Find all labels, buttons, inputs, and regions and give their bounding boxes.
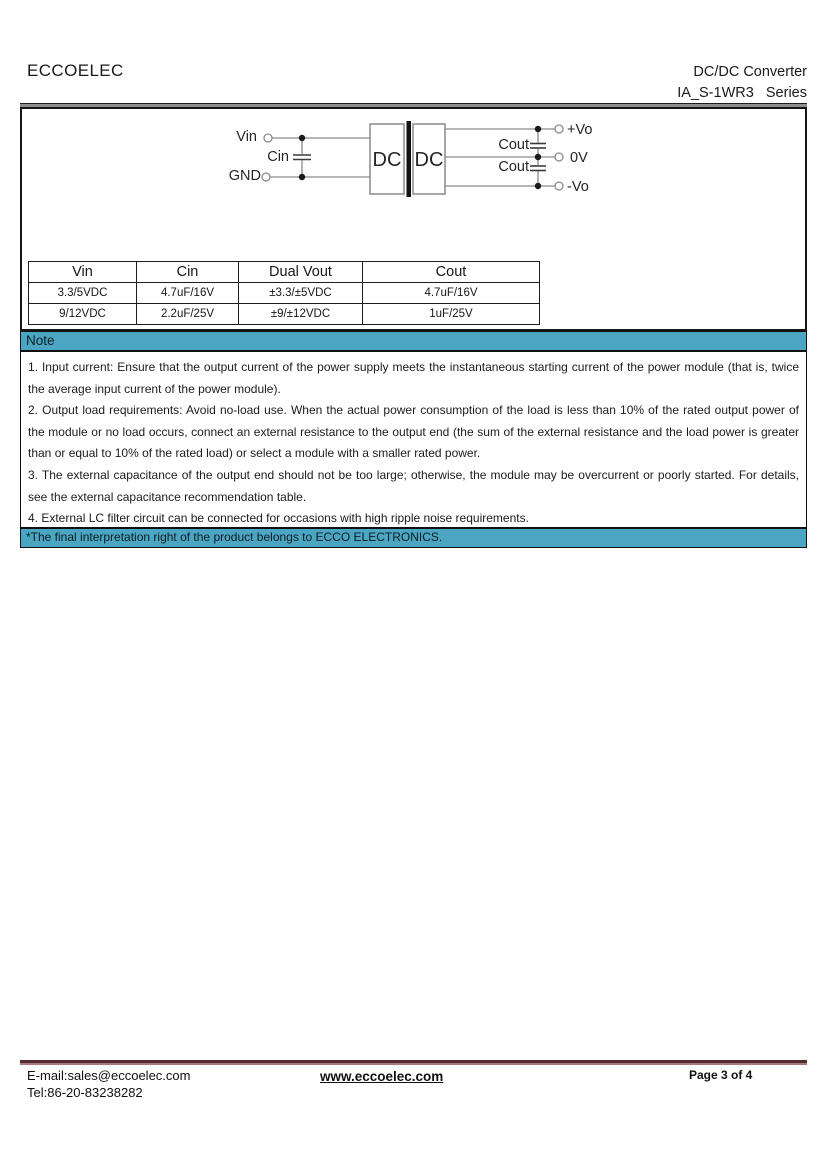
series-title: IA_S-1WR3 Series bbox=[677, 85, 807, 101]
cell-cout-2: 1uF/25V bbox=[363, 304, 540, 325]
gnd-label: GND bbox=[228, 168, 261, 184]
application-circuit-diagram bbox=[20, 108, 807, 220]
column-header-cout: Cout bbox=[363, 262, 540, 283]
table-row bbox=[29, 304, 540, 325]
vo-negative-terminal bbox=[555, 182, 563, 190]
footer-page-number: Page 3 of 4 bbox=[689, 1068, 753, 1082]
cin-label: Cin bbox=[267, 149, 289, 165]
disclaimer-bar: *The final interpretation right of the product belongs to ECCO ELECTRONICS. bbox=[20, 528, 807, 548]
dc-secondary-label: DC bbox=[414, 149, 444, 171]
note-item-3: 3. The external capacitance of the output end should not be too large; otherwise, the module may be overcurrent or poorly started. For details, see the external capacitance recommendation table. bbox=[28, 467, 799, 504]
table-row bbox=[29, 283, 540, 304]
note-item-1: 1. Input current: Ensure that the output current of the power supply meets the instantaneous starting current of the power module (that is, twice the average input current of the power module). bbox=[28, 360, 799, 396]
cell-cin-1: 4.7uF/16V bbox=[137, 283, 239, 304]
vin-label: Vin bbox=[236, 129, 257, 145]
footer-telephone: Tel:86-20-83238282 bbox=[27, 1085, 143, 1100]
cell-vin-1: 3.3/5VDC bbox=[29, 283, 137, 304]
gnd-terminal bbox=[262, 173, 270, 181]
cell-dual-vout-2: ±9/±12VDC bbox=[239, 304, 363, 325]
cell-vin-2: 9/12VDC bbox=[29, 304, 137, 325]
cell-cout-1: 4.7uF/16V bbox=[363, 283, 540, 304]
dc-primary-label: DC bbox=[372, 149, 402, 171]
footer-email: E-mail:sales@eccoelec.com bbox=[27, 1068, 191, 1083]
note-body bbox=[20, 351, 807, 528]
cin-capacitor-symbol bbox=[293, 155, 311, 160]
zero-volt-terminal bbox=[555, 153, 563, 161]
vo-positive-label: +Vo bbox=[567, 122, 593, 138]
vo-negative-label: -Vo bbox=[567, 179, 589, 195]
note-item-2: 2. Output load requirements: Avoid no-load use. When the actual power consumption of the load is less than 10% of the rated output power of the module or no load occurs, connect an external resistance to the output end (the sum of the external resistance and the load power is greater than or equal to 10% of the rated load) or select a module with a smaller rated power. bbox=[28, 403, 799, 461]
cell-dual-vout-1: ±3.3/±5VDC bbox=[239, 283, 363, 304]
cell-cin-2: 2.2uF/25V bbox=[137, 304, 239, 325]
vin-terminal bbox=[264, 134, 272, 142]
note-section-header: Note bbox=[20, 331, 807, 351]
column-header-dual-vout: Dual Vout bbox=[239, 262, 363, 283]
column-header-vin: Vin bbox=[29, 262, 137, 283]
capacitor-table bbox=[28, 261, 540, 325]
vo-positive-terminal bbox=[555, 125, 563, 133]
column-header-cin: Cin bbox=[137, 262, 239, 283]
company-logo: ECCOELEC bbox=[27, 61, 124, 80]
cout-top-label: Cout bbox=[498, 137, 529, 153]
note-item-4: 4. External LC filter circuit can be connected for occasions with high ripple noise requirements. bbox=[28, 511, 529, 526]
footer-divider-light bbox=[20, 1063, 807, 1065]
zero-volt-label: 0V bbox=[570, 150, 588, 166]
cout-bottom-capacitor-symbol bbox=[530, 166, 546, 171]
product-line-title: DC/DC Converter bbox=[693, 64, 807, 80]
footer-website-link[interactable]: www.eccoelec.com bbox=[320, 1069, 444, 1084]
isolation-bar bbox=[407, 121, 412, 197]
table-header-row bbox=[29, 262, 540, 283]
header-product-block bbox=[677, 62, 807, 104]
cout-bottom-label: Cout bbox=[498, 159, 529, 175]
cout-top-capacitor-symbol bbox=[530, 144, 546, 149]
